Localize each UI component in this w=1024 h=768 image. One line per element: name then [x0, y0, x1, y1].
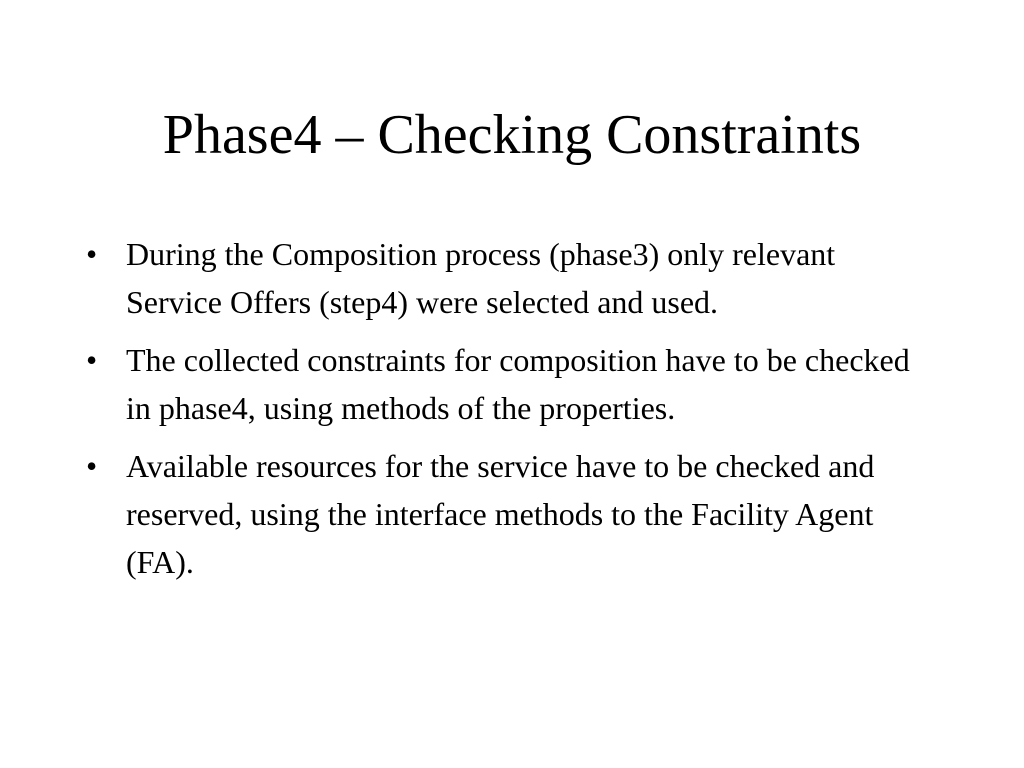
bullet-item — [86, 336, 936, 432]
bullet-text: During the Composition process (phase3) only relevant Service Offers (step4) were selected and used. — [126, 236, 836, 320]
bullet-item — [86, 230, 936, 326]
bullet-list — [86, 230, 936, 596]
bullet-text: Available resources for the service have to be checked and reserved, using the interface methods to the Facility Agent (FA). — [126, 448, 875, 580]
bullet-marker-icon: • — [86, 342, 98, 378]
bullet-marker-icon: • — [86, 448, 98, 484]
slide-title: Phase4 – Checking Constraints — [162, 104, 862, 166]
bullet-text: The collected constraints for composition have to be checked in phase4, using methods of the properties. — [126, 342, 910, 426]
bullet-marker-icon: • — [86, 236, 98, 272]
bullet-item — [86, 442, 936, 586]
